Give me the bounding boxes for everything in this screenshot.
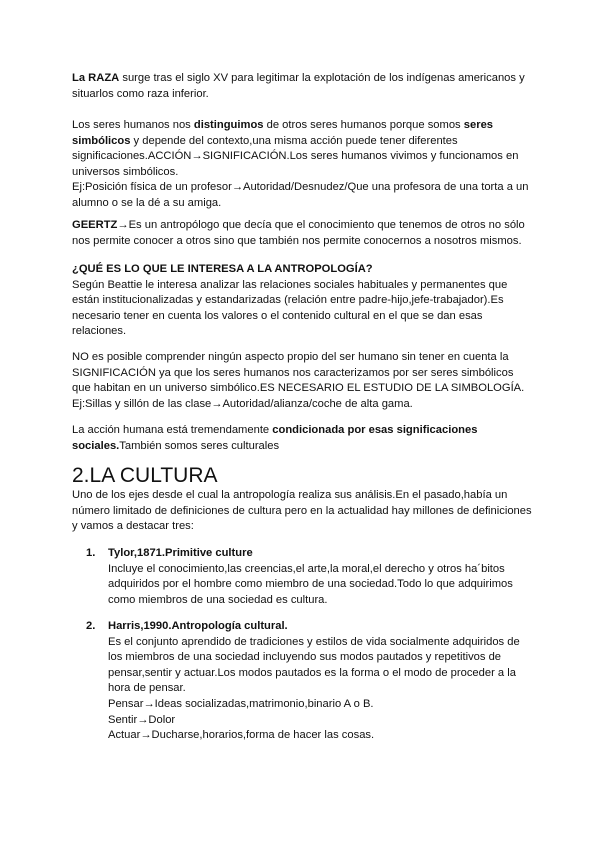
section-title: 2.LA CULTURA: [72, 464, 218, 487]
section-question-heading: ¿QUÉ ES LO QUE LE INTERESA A LA ANTROPOLOGÍA?: [72, 263, 373, 275]
paragraph-geertz: [72, 218, 532, 249]
term-distinguimos: distinguimos: [193, 119, 264, 131]
paragraph-antropologia: [72, 262, 532, 340]
paragraph-text: y depende del contexto,una misma acción puede tener diferentes significaciones.ACCIÓN→SIGNIFICACIÓN.Los seres humanos vivimos y funcionamos en universos simbólicos.: [72, 134, 519, 178]
list-body: [86, 635, 532, 744]
list-item: [86, 546, 532, 608]
paragraph-text: También somos seres culturales: [119, 439, 280, 452]
example-text: Ej:Posición física de un profesor→Autoridad/Desnudez/Que una profesora de una torta a un alumno o se la dé a su amiga.: [72, 181, 529, 209]
paragraph-significacion: [72, 350, 532, 412]
list-line: Actuar→Ducharse,horarios,forma de hacer las cosas.: [108, 729, 375, 742]
paragraph-text: →Es un antropólogo que decía que el conocimiento que tenemos de otros no sólo nos permite conocer a otros sino que también nos permite conocernos a nosotros mismos.: [72, 219, 525, 247]
paragraph-text: surge tras el siglo XV para legitimar la explotación de los indígenas americanos y situarlos como raza inferior.: [72, 72, 525, 100]
paragraph-text: de otros seres humanos porque somos: [263, 119, 464, 131]
paragraph-raza: [72, 71, 532, 102]
list-heading: Tylor,1871.Primitive culture: [108, 547, 253, 559]
list-line: Sentir→Dolor: [108, 713, 176, 726]
term-geertz: GEERTZ: [72, 219, 118, 231]
list-number: 1.: [86, 547, 96, 559]
term-condicionada: condicionada por esas significaciones sociales.: [72, 424, 478, 452]
list-number: 2.: [86, 620, 96, 632]
paragraph-text: NO es posible comprender ningún aspecto propio del ser humano sin tener en cuenta la SIGNIFICACIÓN ya que los seres humanos nos caracterizamos por ser seres simbólicos que habitan en un universo simbólico.ES NECESARIO EL ESTUDIO DE LA SIMBOLOGÍA.: [72, 351, 525, 395]
list-item: [86, 619, 532, 744]
term-seres-simbolicos: seres simbólicos: [72, 119, 494, 147]
example-text: Ej:Sillas y sillón de las clase→Autoridad/alianza/coche de alta gama.: [72, 397, 413, 410]
paragraph-text: Según Beattie le interesa analizar las relaciones sociales habituales y permanentes que están institucionalizadas y estandarizadas (relación entre padre-hijo,jefe-trabajador).Es necesario tener en cuenta los valores o el contenido cultural en el que se dan esas relaciones.: [72, 278, 508, 338]
paragraph-text: Los seres humanos nos: [72, 119, 194, 131]
list-line: Pensar→Ideas socializadas,matrimonio,binario A o B.: [108, 697, 374, 710]
term-raza: La RAZA: [72, 72, 120, 84]
list-body-text: Es el conjunto aprendido de tradiciones y estilos de vida socialmente adquiridos de los miembros de una sociedad incluyendo sus modos pautados y repetitivos de pensar,sentir y actuar.Los modos pautados es la forma o el modo de proceder a la hora de pensar.: [108, 635, 520, 695]
list-heading: Harris,1990.Antropología cultural.: [108, 620, 288, 632]
paragraph-simbolicos: [72, 118, 532, 212]
list-body: Incluye el conocimiento,las creencias,el arte,la moral,el derecho y otros ha´bitos adquiridos por el hombre como miembro de una sociedad.Todo lo que adquirimos como miembros de una sociedad es cultura.: [108, 562, 513, 606]
paragraph-text: La acción humana está tremendamente: [72, 424, 273, 436]
paragraph-accion-humana: [72, 423, 532, 454]
section-intro: Uno de los ejes desde el cual la antropología realiza sus análisis.En el pasado,había un número limitado de definiciones de cultura pero en la actualidad hay millones de definiciones y vamos a destacar tres:: [72, 489, 532, 533]
